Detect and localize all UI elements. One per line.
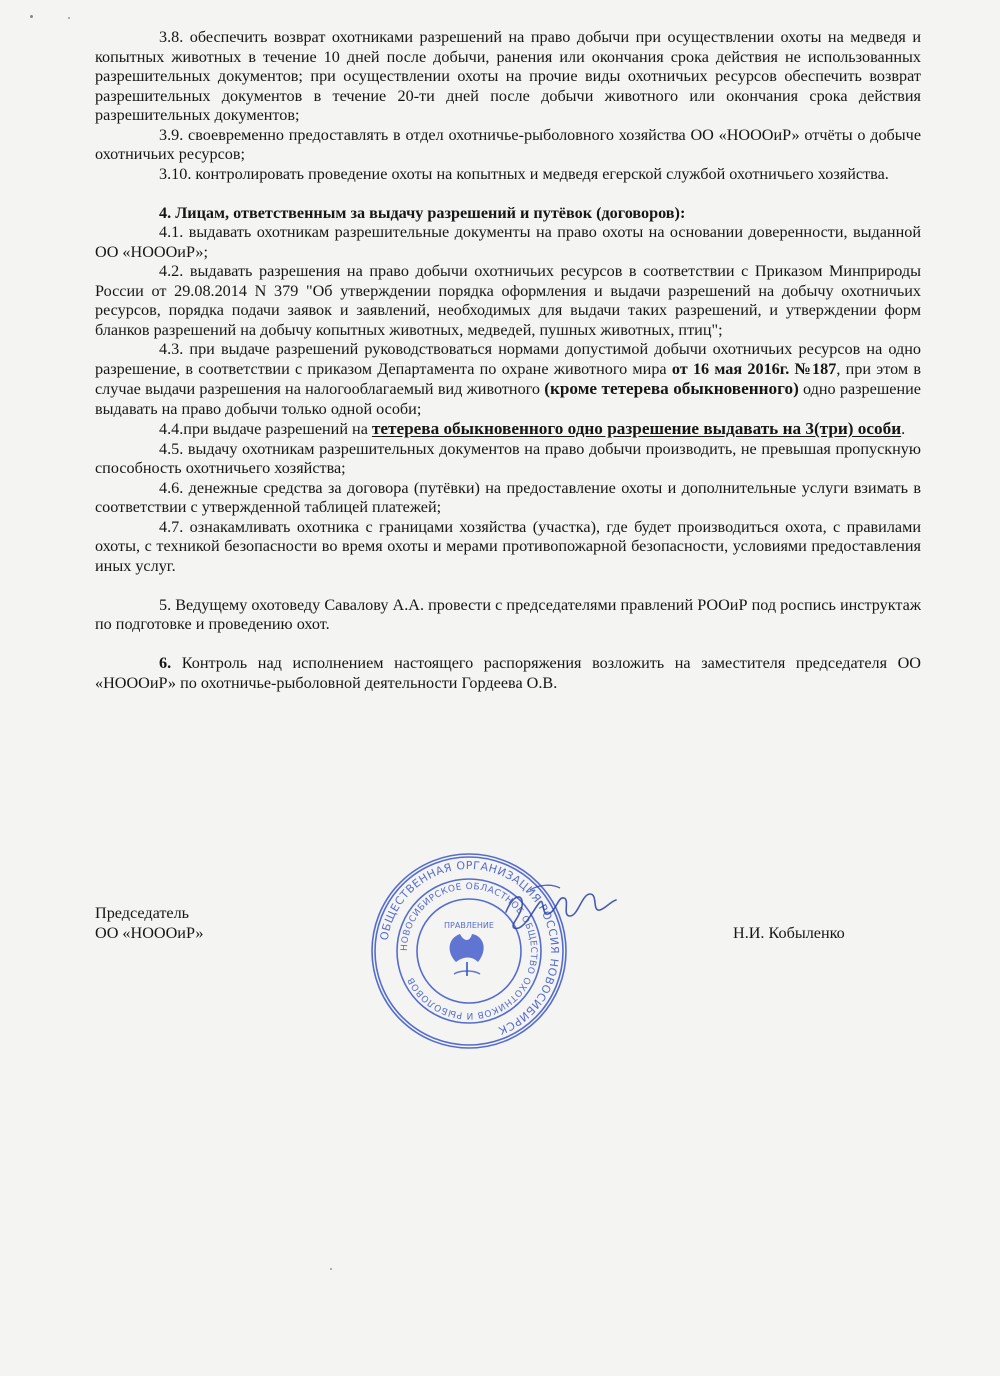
paragraph-gap [95,184,921,204]
paragraph-gap [95,576,921,596]
section-4-heading: 4. Лицам, ответственным за выдачу разрешений и путёвок (договоров): [159,203,686,222]
paragraph-4-7: 4.7. ознакамливать охотника с границами хозяйства (участка), где будет производиться охота, с правилами охоты, с техникой безопасности во время охоты и мерами противопожарной безопасности, условиями предоставления иных услуг. [95,517,921,575]
paragraph-4-5: 4.5. выдачу охотникам разрешительных документов на право добычи производить, не превышая пропускную способность охотничьего хозяйства; [95,439,921,477]
scan-speck [68,17,70,19]
organization-name: ОО «НОООиР» [95,924,204,942]
black-grouse-three-rule: тетерева обыкновенного одно разрешение выдавать на 3(три) особи [371,419,902,438]
paragraph-4-4-text-c: . [901,420,906,438]
paragraph-4-1: 4.1. выдавать охотникам разрешительные документы на право охоты на основании доверенности, выданной ОО «НОООиР»; [95,223,921,261]
paragraph-4-4 [95,419,921,440]
stamp-emblem-icon [450,934,484,976]
exception-black-grouse: (кроме тетерева обыкновенного) [544,379,799,398]
paragraph-4-3-text-e: одно разрешение выдавать на право добычи только одной особи; [95,380,921,418]
paragraph-3-8: 3.8. обеспечить возврат охотниками разрешений на право добычи при осуществлении охоты на медведя и копытных животных в течение 10 дней после добычи, ранения или окончания срока действия не использованных разрешительных документов; при осуществлении охоты на прочие виды охотничьих ресурсов обеспечить возврат разрешительных документов в течение 20-ти дней после добычи животного или окончания срока действия разрешительных документов; [95,28,921,124]
signatory-title: Председатель [95,904,190,922]
paragraph-4-3-text-c: , при этом в случае выдачи разрешения на налогооблагаемый вид животного [95,359,922,398]
paragraph-3-9: 3.9. своевременно предоставлять в отдел охотничье-рыболовного хозяйства ОО «НОООиР» отчёты о добыче охотничьих ресурсов; [95,125,921,163]
stamp-outer-text: ОБЩЕСТВЕННАЯ ОРГАНИЗАЦИЯ РОССИЯ НОВОСИБИРСК [377,858,562,1038]
handwritten-signature [500,872,620,942]
scan-speck [30,15,33,18]
paragraph-6-text: Контроль над исполнением настоящего распоряжения возложить на заместителя председателя ОО «НОООиР» по охотничье-рыболовной деятельности Гордеева О.В. [95,654,921,692]
document-body [95,28,921,693]
paragraph-6-number: 6. [159,654,172,672]
signatory-name: Н.И. Кобыленко [733,924,845,942]
stamp-center-text: ПРАВЛЕНИЕ [444,921,494,930]
order-date-number: от 16 мая 2016г. №187 [671,359,837,378]
paragraph-gap [95,635,921,655]
paragraph-6 [95,654,921,693]
paragraph-4-2: 4.2. выдавать разрешения на право добычи охотничьих ресурсов в соответствии с Приказом Минприроды России от 29.08.2014 N 379 "Об утверждении порядка оформления и выдачи разрешений на добычу охотничьих ресурсов, порядка подачи заявок и заявлений, необходимых для выдачи таких разрешений, и утверждении форм бланков разрешений на добычу копытных животных, медведей, пушных животных, птиц"; [95,262,921,339]
scan-speck [330,1268,332,1270]
paragraph-5: 5. Ведущему охотоведу Савалову А.А. провести с председателями правлений РООиР под роспись инструктаж по подготовке и проведению охот. [95,595,921,633]
stamp-inner-text: НОВОСИБИРСКОЕ ОБЛАСТНОЕ ОБЩЕСТВО ОХОТНИКОВ И РЫБОЛОВОВ [399,881,539,1021]
paragraph-4-3-text-a: 4.3. при выдаче разрешений руководствоваться нормами допустимой добычи охотничьих ресурсов на одно разрешение, в соответствии с приказом Департамента по охране животного мира [95,340,921,378]
paragraph-4-4-text-a: 4.4.при выдаче разрешений на [159,420,372,438]
paragraph-4-6: 4.6. денежные средства за договора (путёвки) на предоставление охоты и дополнительные услуги взимать в соответствии с утвержденной таблицей платежей; [95,478,921,516]
paragraph-3-10: 3.10. контролировать проведение охоты на копытных и медведя егерской службой охотничьего хозяйства. [159,164,889,183]
paragraph-4-3 [95,340,921,419]
